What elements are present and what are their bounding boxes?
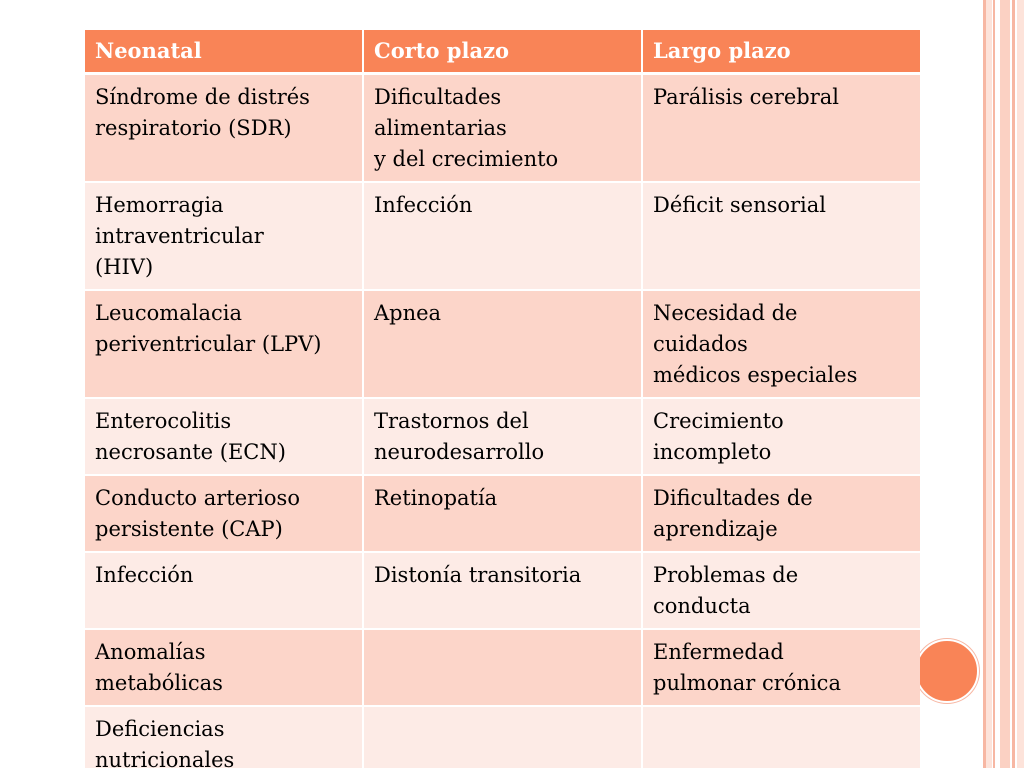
table-cell: Distonía transitoria — [363, 552, 642, 629]
table-cell: Deficiencias nutricionales — [85, 706, 363, 768]
table-header-row — [85, 30, 920, 74]
table-cell: Dificultades de aprendizaje — [642, 475, 920, 552]
table-cell: Parálisis cerebral — [642, 74, 920, 183]
table-row — [85, 629, 920, 706]
table-cell — [363, 706, 642, 768]
table-row — [85, 74, 920, 183]
table-cell: Infección — [85, 552, 363, 629]
table-row — [85, 475, 920, 552]
table-cell: Anomalías metabólicas — [85, 629, 363, 706]
table-row — [85, 290, 920, 398]
table-cell: Conducto arterioso persistente (CAP) — [85, 475, 363, 552]
header-largo-plazo: Largo plazo — [642, 30, 920, 74]
table-cell: Crecimiento incompleto — [642, 398, 920, 475]
table-cell: Retinopatía — [363, 475, 642, 552]
table-cell: Apnea — [363, 290, 642, 398]
table-cell: Síndrome de distrés respiratorio (SDR) — [85, 74, 363, 183]
header-neonatal: Neonatal — [85, 30, 363, 74]
table-cell: Leucomalacia periventricular (LPV) — [85, 290, 363, 398]
decorative-stripe — [1017, 0, 1024, 768]
table-cell: Trastornos del neurodesarrollo — [363, 398, 642, 475]
table-cell: Enfermedad pulmonar crónica — [642, 629, 920, 706]
header-corto-plazo: Corto plazo — [363, 30, 642, 74]
table-cell: Dificultades alimentarias y del crecimiento — [363, 74, 642, 183]
complications-table — [85, 30, 920, 768]
table-row — [85, 398, 920, 475]
decorative-stripe — [1012, 0, 1015, 768]
table-cell: Problemas de conducta — [642, 552, 920, 629]
table-cell — [363, 629, 642, 706]
table-row — [85, 706, 920, 768]
table-cell — [642, 706, 920, 768]
decorative-stripe — [993, 0, 995, 768]
table-row — [85, 182, 920, 290]
table-cell: Necesidad de cuidados médicos especiales — [642, 290, 920, 398]
table-cell: Infección — [363, 182, 642, 290]
table-cell: Hemorragia intraventricular (HIV) — [85, 182, 363, 290]
table-row — [85, 552, 920, 629]
table-cell: Enterocolitis necrosante (ECN) — [85, 398, 363, 475]
decorative-circle — [915, 639, 979, 703]
decorative-stripe — [1000, 0, 1010, 768]
table-cell: Déficit sensorial — [642, 182, 920, 290]
decorative-stripe — [986, 0, 992, 768]
